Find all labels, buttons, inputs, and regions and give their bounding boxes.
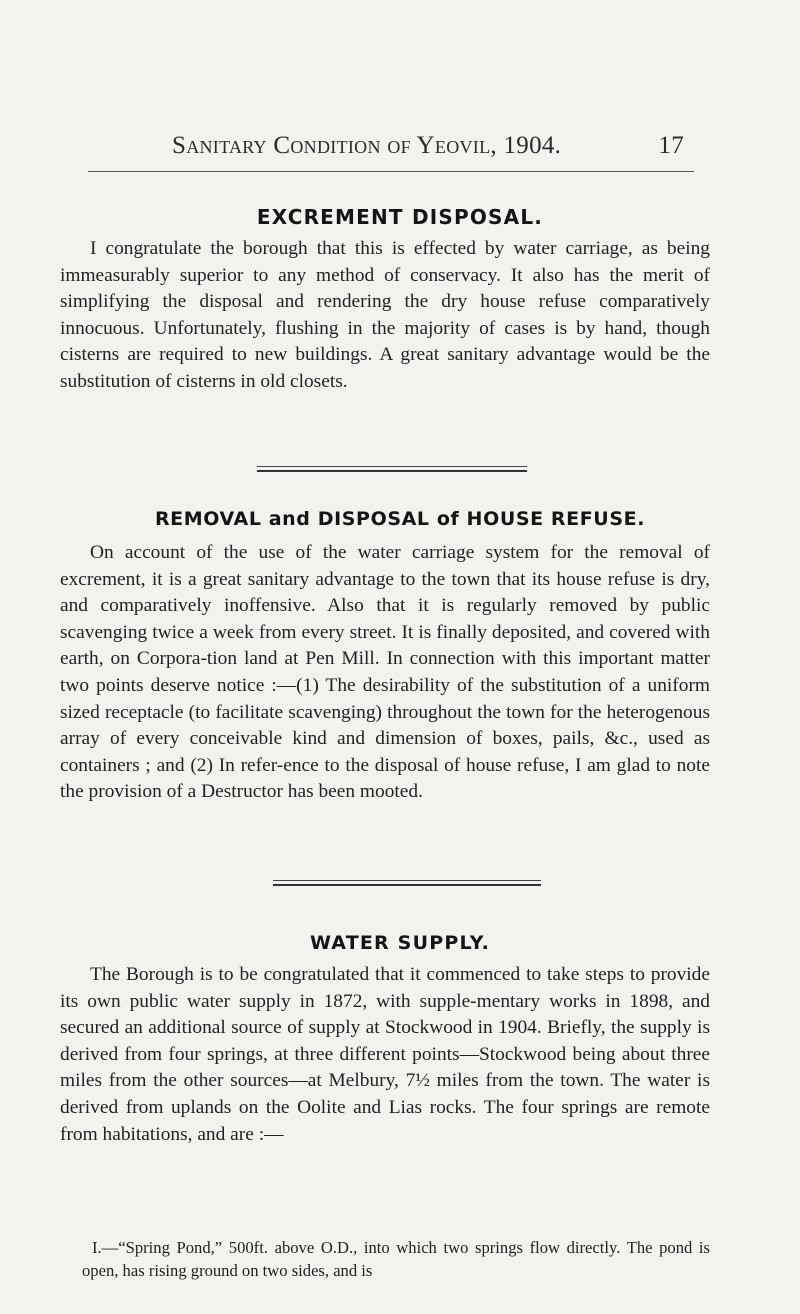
paragraph-water-supply: The Borough is to be congratulated that it commenced to take steps to provide its own public water supply in 1872, with supple-mentary works in 1898, and secured an additional source of supply at Stockwood in 1904. Briefly, the supply is derived from four springs, at three different points—Stockwood being about three miles from the other sources—at Melbury, 7½ miles from the town. The water is derived from uplands on the Oolite and Lias rocks. The four springs are remote from habitations, and are :— [60, 964, 710, 1145]
paragraph-excrement-disposal: I congratulate the borough that this is effected by water carriage, as being immeasurably superior to any method of conservacy. It also has the merit of simplifying the disposal and rendering the dry house refuse comparatively innocuous. Unfortunately, flushing in the majority of cases is by hand, though cisterns are required to new buildings. A great sanitary advantage would be the substitution of cisterns in old closets. [60, 238, 710, 392]
running-head [172, 132, 692, 164]
section-heading-excrement-disposal: EXCREMENT DISPOSAL. [256, 205, 544, 229]
paragraph-house-refuse: On account of the use of the water carriage system for the removal of excrement, it is a great sanitary advantage to the town that its house refuse is dry, and comparatively inoffensive. Also that it is regularly removed by public scavenging twice a week from every street. It is finally deposited, and covered with earth, on Corpora-tion land at Pen Mill. In connection with this important matter two points deserve notice :—(1) The desirability of the substitution of a uniform sized receptacle (to facilitate scavenging) throughout the town for the heterogenous array of every conceivable kind and dimension of boxes, pails, &c., used as containers ; and (2) In refer-ence to the disposal of house refuse, I am glad to note the provision of a Destructor has been mooted. [60, 542, 710, 803]
running-head-title: Sanitary Condition of Yeovil, 1904. [172, 132, 562, 159]
page-number: 17 [658, 132, 684, 159]
section-divider [257, 466, 527, 471]
header-rule [88, 171, 694, 172]
section-heading-house-refuse: REMOVAL and DISPOSAL of HOUSE REFUSE. [154, 508, 646, 530]
section-heading-water-supply: WATER SUPPLY. [309, 932, 491, 954]
list-item-spring-pond: I.—“Spring Pond,” 500ft. above O.D., into which two springs flow directly. The pond is open, has rising ground on two sides, and is [82, 1238, 710, 1280]
section-divider [273, 880, 541, 885]
